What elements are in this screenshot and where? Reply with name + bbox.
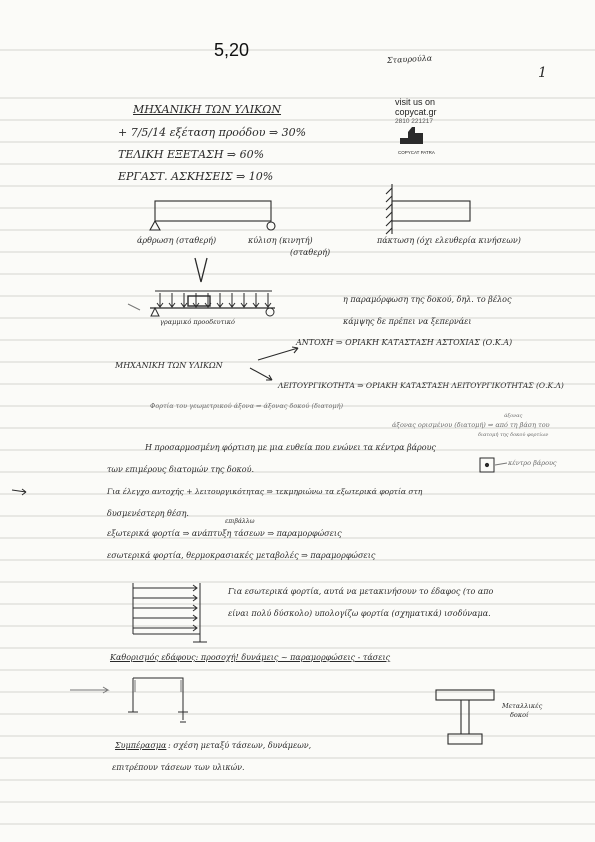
soil-load-diagram [133, 583, 207, 642]
deformation-line-1: η παραμόρφωση της δοκού, δηλ. το βέλος [343, 295, 512, 304]
i-beam-diagram [436, 690, 494, 744]
author-name: Σταυρούλα [386, 53, 433, 65]
deformation-line-2: κάμψης δε πρέπει να ξεπερνάει [343, 317, 472, 326]
centroid-label: κέντρο βάρους [508, 459, 557, 467]
axis-line-1: Η προσαρμοσμένη φόρτιση με μια ευθεία που ενώνει τα κέντρα βάρους [145, 443, 436, 452]
external-loads-line: εξωτερικά φορτία ⇒ ανάπτυξη τάσεων ⇒ παραμορφώσεις [107, 529, 342, 538]
stamp-brand: COPYCAT PATRA [398, 150, 435, 155]
faint-line-2: άξονας ορισμένου (διατομή) ⇒ από τη βάση του [392, 421, 550, 429]
distributed-load-diagram [128, 258, 275, 316]
stamp-line1: visit us on [395, 97, 436, 107]
grade-score: 5,20 [214, 40, 250, 60]
distributed-load-label: γραμμικό προοδευτικό [160, 318, 235, 326]
stamp-phone: 2810 221217 [395, 118, 433, 125]
roller-support-sublabel: (σταθερή) [290, 248, 331, 257]
mechanics-label: ΜΗΧΑΝΙΚΗ ΤΩΝ ΥΛΙΚΩΝ [115, 361, 223, 370]
faint-line-1-sub: άξονας [504, 413, 523, 419]
conclusion-line-1: : σχέση μεταξύ τάσεων, δυνάμεων, [168, 741, 312, 750]
serviceability-line: ΛΕΙΤΟΥΡΓΙΚΟΤΗΤΑ ⇒ ΟΡΙΑΚΗ ΚΑΤΑΣΤΑΣΗ ΛΕΙΤΟΥΡΓΙΚΟΤΗΤΑΣ (Ο.Κ.Λ) [278, 381, 564, 390]
ibeam-label-1: Μεταλλικές [502, 702, 543, 710]
final-exam-line: ΤΕΛΙΚΗ ΕΞΕΤΑΣΗ ⇒ 60% [118, 148, 265, 161]
progress-exam-line: + 7/5/14 εξέταση προόδου ⇒ 30% [118, 126, 307, 139]
simple-beam-diagram [150, 201, 275, 230]
internal-forces-line-2: είναι πολύ δύσκολο) υπολογίζω φορτία (σχηματικά) ισοδύναμα. [228, 609, 491, 618]
strength-line: ΑΝΤΟΧΗ ⇒ ΟΡΙΑΚΗ ΚΑΤΑΣΤΑΣΗ ΑΣΤΟΧΙΑΣ (Ο.Κ.Α) [296, 338, 513, 347]
axis-line-2: των επιμέρους διατομών της δοκού. [107, 465, 255, 474]
page-number: 1 [538, 65, 547, 81]
design-line-1: Για έλεγχο αντοχής + λειτουργικότητας ⇒ τεκμηριώνω τα εξωτερικά φορτία στη [107, 487, 423, 496]
faint-line-1: Φορτία του γεωμετρικού άξονα ⇒ άξονας δοκού (διατομή) [150, 402, 344, 410]
notes-title: ΜΗΧΑΝΙΚΗ ΤΩΝ ΥΛΙΚΩΝ [133, 103, 282, 116]
internal-loads-line: εσωτερικά φορτία, θερμοκρασιακές μεταβολές ⇒ παραμορφώσεις [107, 551, 376, 560]
faint-line-2-sub: διατομή της δοκού φορτίων [478, 432, 549, 438]
cantilever-diagram [386, 184, 470, 234]
centroid-sketch [480, 458, 507, 472]
fixed-support-label: πάκτωση (όχι ελευθερία κινήσεων) [377, 236, 521, 245]
lab-exercises-line: ΕΡΓΑΣΤ. ΑΣΚΗΣΕΙΣ ⇒ 10% [118, 170, 274, 183]
frame-sketch [70, 678, 188, 722]
ibeam-label-2: δοκοί [510, 711, 529, 719]
external-loads-note: επιβάλλω [225, 518, 255, 525]
design-line-2: δυσμενέστερη θέση. [107, 509, 189, 518]
structural-line: Καθορισμός εδάφους: προσοχή! δυνάμεις ~ παραμορφώσεις - τάσεις [110, 653, 391, 662]
margin-arrow-icon [12, 489, 26, 495]
roller-support-label: κύλιση (κινητή) [248, 236, 313, 245]
internal-forces-line-1: Για εσωτερικά φορτία, αυτά να μετακινήσουν το έδαφος (το απο [228, 587, 494, 596]
conclusion-line-2: επιτρέπουν τάσεων των υλικών. [112, 763, 245, 772]
pin-support-label: άρθρωση (σταθερή) [137, 236, 217, 245]
stamp-line2: copycat.gr [395, 107, 437, 117]
conclusion-title: Συμπέρασμα [115, 741, 167, 750]
branch-arrows [250, 347, 298, 380]
